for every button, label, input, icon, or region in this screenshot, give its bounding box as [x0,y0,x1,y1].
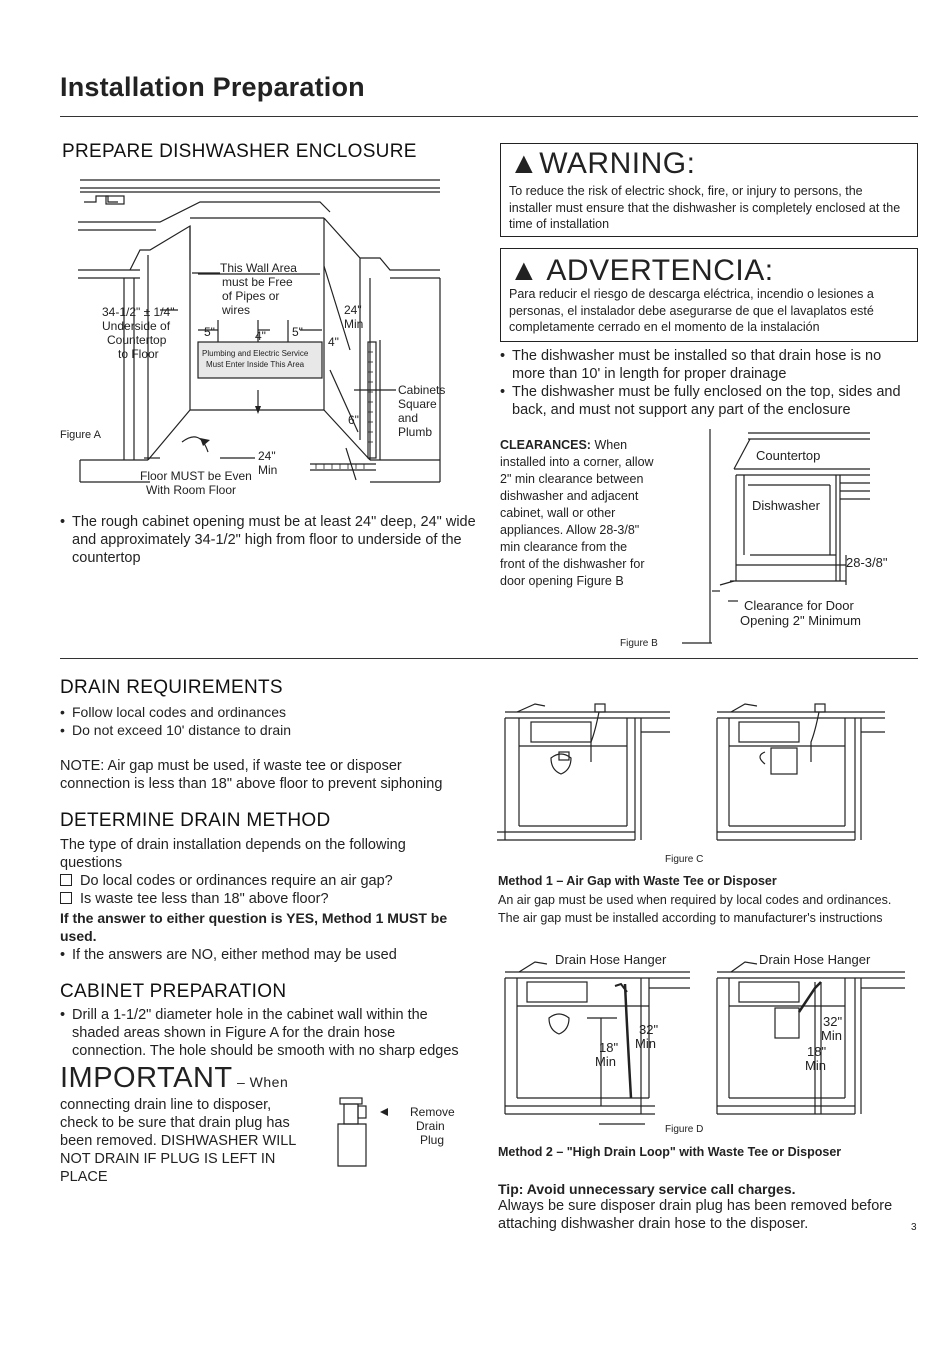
enclosure-heading: PREPARE DISHWASHER ENCLOSURE [62,141,417,162]
drain-bullet-2: • Do not exceed 10' distance to drain [60,721,460,739]
fig-d-min-left: Min [595,1054,616,1069]
advertencia-box [500,248,918,342]
enclosure-bullet [60,513,480,567]
fig-a-wires: wires [222,303,251,317]
figure-c-label: Figure C [665,854,704,865]
cabinet-bullet-text: • Drill a 1-1/2" diameter hole in the cabinet wall within the shaded areas shown in Figure A for the drain hose connection. The hole should be smooth with no sharp edges [60,1006,470,1060]
fig-a-plumbing2: Must Enter Inside This Area [206,360,305,369]
drain-heading: DRAIN REQUIREMENTS [60,677,283,698]
fig-a-underside: Underside of [102,319,171,333]
right-bullet-2: • The dishwasher must be fully enclosed on the top, sides and back, and must not support any part of the enclosure [500,383,915,419]
warning-text: To reduce the risk of electric shock, fire, or injury to persons, the installer must ensure that the dishwasher is completely enclosed at the time of installation [509,184,901,231]
fig-a-pipes: of Pipes or [222,289,280,303]
fig-a-four-right: 4" [328,335,339,349]
clearances-label: CLEARANCES: [500,438,591,452]
enclosure-bullet-text: • The rough cabinet opening must be at least 24" deep, 24" wide and approximately 34-1/2" high from floor to underside of the countertop [60,513,480,567]
page-number: 3 [911,1222,917,1233]
fig-d-32-left: 32" [639,1022,659,1037]
clearances-body: When installed into a corner, allow 2" min clearance between dishwasher and adjacent cabinet, wall or other appliances. Allow 28-3/8" min clearance from the front of the dishwasher for door opening Figure B [500,438,654,588]
warning-box [500,143,918,237]
advertencia-title: ▲ ADVERTENCIA: [509,254,774,287]
method-bullet [60,946,460,964]
fig-a-six: 6" [348,413,359,427]
fig-a-width-min: Min [258,463,278,477]
remove-label-1: Remove [410,1105,455,1119]
drain-note [60,757,460,793]
figure-c [495,692,915,867]
fig-a-height: 34-1/2" ± 1/4" [102,305,175,319]
drain-bullet-1: • Follow local codes and ordinances [60,703,460,721]
right-bullets [500,347,915,419]
page-title: Installation Preparation [60,72,365,102]
drain-bullets [60,703,460,739]
cabinet-heading: CABINET PREPARATION [60,981,287,1002]
fig-a-width: 24" [258,449,276,463]
fig-a-plumbing1: Plumbing and Electric Service [202,349,309,358]
right-bullet-1: • The dishwasher must be installed so that drain hose is no more than 10' in length for proper drainage [500,347,915,383]
fig-b-dishwasher: Dishwasher [752,498,820,513]
fig-b-door2: Opening 2" Minimum [740,613,861,628]
fig-a-five-left: 5" [204,325,215,339]
tip-title: Tip: Avoid unnecessary service call charges. [498,1181,796,1197]
fig-d-hanger-left: Drain Hose Hanger [555,952,667,967]
fig-a-five-right: 5" [292,325,303,339]
method1-text: An air gap must be used when required by local codes and ordinances. The air gap must be installed according to manufacturer's instructions [498,893,892,925]
method-bold: If the answer to either question is YES, Method 1 MUST be used. [60,910,448,944]
fig-a-to-floor: to Floor [118,347,159,361]
figure-d-label: Figure D [665,1124,704,1135]
figure-b [600,425,918,655]
warning-title: ▲WARNING: [509,147,696,180]
method-intro: The type of drain installation depends on the following questions [60,837,406,871]
tip-text: Always be sure disposer drain plug has been removed before attaching dishwasher drain hose to the disposer. [498,1198,893,1232]
figure-a [60,170,480,510]
q2-checkbox[interactable] [60,892,72,904]
fig-a-cab3: and [398,411,419,425]
remove-label-3: Plug [420,1133,445,1147]
warning-icon: ▲ [509,147,540,180]
cabinet-bullet [60,1006,470,1060]
figure-d [495,948,915,1138]
method1-title: Method 1 – Air Gap with Waste Tee or Disposer [498,874,777,888]
fig-a-countertop: Countertop [107,333,167,347]
method-bullet-text: • If the answers are NO, either method may be used [60,946,460,964]
fig-d-hanger-right: Drain Hose Hanger [759,952,871,967]
fig-a-wall-area: This Wall Area [220,261,297,275]
advertencia-text: Para reducir el riesgo de descarga eléctrica, incendio o lesiones a personas, el instalador debe asegurarse de que el lavaplatos esté completamente cerrado en el momento de la instalación [509,287,874,334]
fig-d-min-right-top: Min [821,1028,842,1043]
drain-plug-figure [330,1092,470,1172]
drain-note-text: Air gap must be used, if waste tee or disposer connection is less than 18" above floor to prevent siphoning [60,758,443,792]
title-rule [60,116,918,117]
fig-d-min-left-top: Min [635,1036,656,1051]
fig-b-countertop: Countertop [756,448,821,463]
fig-b-dim: 28-3/8" [846,555,888,570]
method-heading: DETERMINE DRAIN METHOD [60,810,331,831]
fig-a-floor2: With Room Floor [146,483,237,497]
remove-label-2: Drain [416,1119,445,1133]
fig-a-wall-free: must be Free [222,275,293,289]
mid-rule [60,658,918,659]
q1-checkbox[interactable] [60,874,72,886]
fig-d-18-left: 18" [599,1040,619,1055]
method2-title: Method 2 – "High Drain Loop" with Waste Tee or Disposer [498,1145,842,1159]
method-q1: Do local codes or ordinances require an air gap? [60,872,460,890]
fig-d-min-right: Min [805,1058,826,1073]
fig-a-cab1: Cabinets [398,383,446,397]
fig-a-depth: 24" [344,303,362,317]
fig-a-depth-min: Min [344,317,364,331]
method-q2: Is waste tee less than 18" above floor? [60,890,460,908]
figure-a-label: Figure A [60,429,101,441]
advertencia-icon: ▲ [509,254,540,287]
important-title: IMPORTANT – When [60,1062,289,1094]
fig-d-32-right: 32" [823,1014,843,1029]
fig-d-18-right: 18" [807,1044,827,1059]
figure-b-label: Figure B [620,638,658,649]
fig-b-door1: Clearance for Door [744,598,854,613]
fig-a-four: 4" [255,329,266,343]
fig-a-cab2: Square [398,397,437,411]
important-text: connecting drain line to disposer, check to be sure that drain plug has been removed. DISHWASHER WILL NOT DRAIN IF PLUG IS LEFT IN PLACE [60,1097,296,1185]
fig-a-cab4: Plumb [398,425,433,439]
drain-note-label: NOTE: [60,758,105,774]
fig-a-floor1: Floor MUST be Even [140,469,252,483]
